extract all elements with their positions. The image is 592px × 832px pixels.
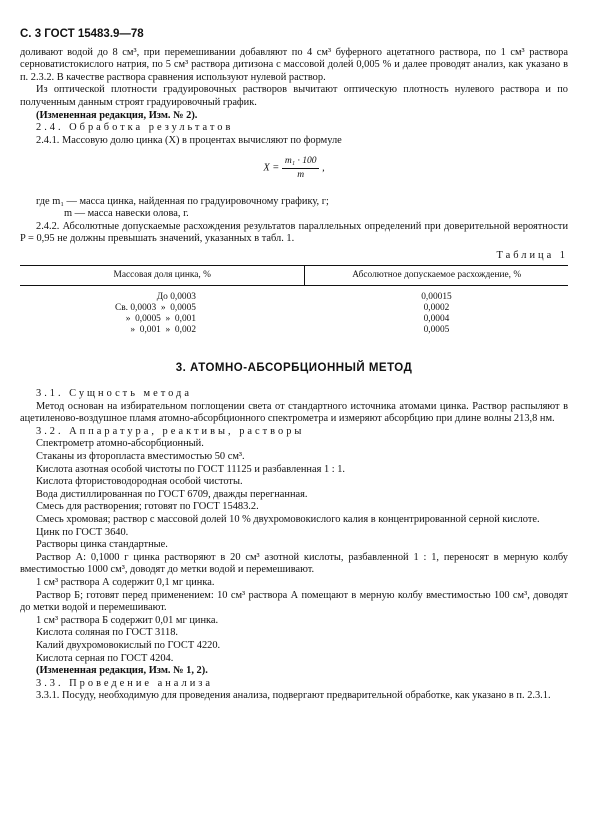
solution-a-note: 1 см³ раствора А содержит 0,1 мг цинка. [36,577,215,588]
formula-numerator: m₁ · 100 [282,155,320,169]
page-header: С. 3 ГОСТ 15483.9—78 [20,28,144,40]
formula-denominator: m [297,169,305,180]
formula-fraction [282,155,320,181]
list-item: Калий двухромовокислый по ГОСТ 4220. [36,639,221,651]
diff-cell: 0,00015 [421,291,452,302]
chrome-mixture: Смесь хромовая; раствор с массовой долей 10 % двухромовокислого калия в концентрированной серной кислоте. [36,514,540,526]
list-item: Вода дистиллированная по ГОСТ 6709, дважды перегнанная. [36,488,308,500]
list-item: Смесь для растворения; готовят по ГОСТ 15483.2. [36,501,259,513]
section-3-1-title: 3.1. Сущность метода [36,388,192,400]
clause-3-3-1: 3.3.1. Посуду, необходимую для проведения анализа, подвергают предварительной обработке, как указано в п. 2.3.1. [36,690,551,702]
edit-note: (Измененная редакция, Изм. № 1, 2). [36,665,208,677]
list-item: Кислота фтористоводородная особой чистоты. [36,476,243,488]
solution-b: Раствор Б; готовят перед применением: 10 см³ раствора А помещают в мерную колбу вместимостью 100 см³, доводят до метки водой и перемешивают. [20,589,568,614]
section-3-2-title: 3.2. Аппаратура, реактивы, растворы [36,425,305,437]
list-item: Спектрометр атомно-абсорбционный. [36,438,204,450]
diff-cell: 0,0002 [423,302,450,313]
table-header-diff: Абсолютное допускаемое расхождение, % [305,265,568,285]
section-3-title: 3. АТОМНО-АБСОРБЦИОННЫЙ МЕТОД [175,361,413,374]
list-item: Кислота серная по ГОСТ 4204. [36,652,174,664]
intro-paragraph: Из оптической плотности градуировочных растворов вычитают оптическую плотность нулевого раствора и по полученным данным строят градуировочный график. [20,84,568,108]
table-row [20,314,568,325]
section-3-1-text: Метод основан на избирательном поглощении света от стандартного источника атомами цинка. Раствор распыляют в ацетиленово-воздушное пламя атомно-абсорбционного спектрометра и измеряют абсорбцию при длине волны 213,8 нм. [20,400,568,425]
mass-cell: » 0,001 » 0,002 [130,324,196,335]
table-header-mass: Массовая доля цинка, % [20,265,305,285]
list-item: Стаканы из фторопласта вместимостью 50 см³. [36,451,245,463]
mass-cell: » 0,0005 » 0,001 [125,313,196,324]
table-row [20,303,568,314]
edit-note: (Измененная редакция, Изм. № 2). [36,109,198,121]
list-item: 1 см³ раствора Б содержит 0,01 мг цинка. [36,614,219,626]
mass-cell: Св. 0,0003 » 0,0005 [115,302,196,313]
solution-a: Раствор А: 0,1000 г цинка растворяют в 20 см³ азотной кислоты, разбавленной 1 : 1, переносят в мерную колбу вместимостью 1000 см³, доводят до метки водой и перемешивают. [20,551,568,576]
list-item: Кислота соляная по ГОСТ 3118. [36,627,179,639]
where-line: m — масса навески олова, г. [64,208,189,220]
clause-2-4-2: 2.4.2. Абсолютные допускаемые расхождения результатов параллельных определений при доверительной вероятности P = 0,95 не должны превышать значений, указанных в табл. 1. [20,220,568,245]
table-row [20,325,568,336]
list-item: Кислота азотная особой чистоты по ГОСТ 11125 и разбавленная 1 : 1. [36,463,346,475]
intro-paragraph: доливают водой до 8 см³, при перемешивании добавляют по 4 см³ буферного ацетатного раствора, по 1 см³ раствора серноватистокислого натрия, по 5 см³ раствора дитизона с массовой долей 0,005 % и далее проводят анализ, как указано в п. 2.3.2. В качестве раствора сравнения используют нулевой раствор. [20,46,568,83]
list-item: Цинк по ГОСТ 3640. [36,526,129,538]
where-line: где m₁ — масса цинка, найденная по градуировочному графику, г; [36,195,329,207]
clause-2-4-1: 2.4.1. Массовую долю цинка (X) в процентах вычисляют по формуле [36,134,342,146]
document-page [20,28,568,703]
section-3-3-title: 3.3. Проведение анализа [36,677,213,689]
formula-tail: , [322,162,325,174]
formula [20,155,568,181]
diff-cell: 0,0004 [423,313,450,324]
table-row [20,285,568,303]
list-item: Растворы цинка стандартные. [36,539,168,551]
table-1 [20,265,568,336]
table-caption: Таблица 1 [496,249,568,261]
formula-lhs: X = [263,162,280,174]
mass-cell: До 0,0003 [156,291,196,302]
section-2-4-title: 2.4. Обработка результатов [36,122,234,134]
diff-cell: 0,0005 [423,324,450,335]
